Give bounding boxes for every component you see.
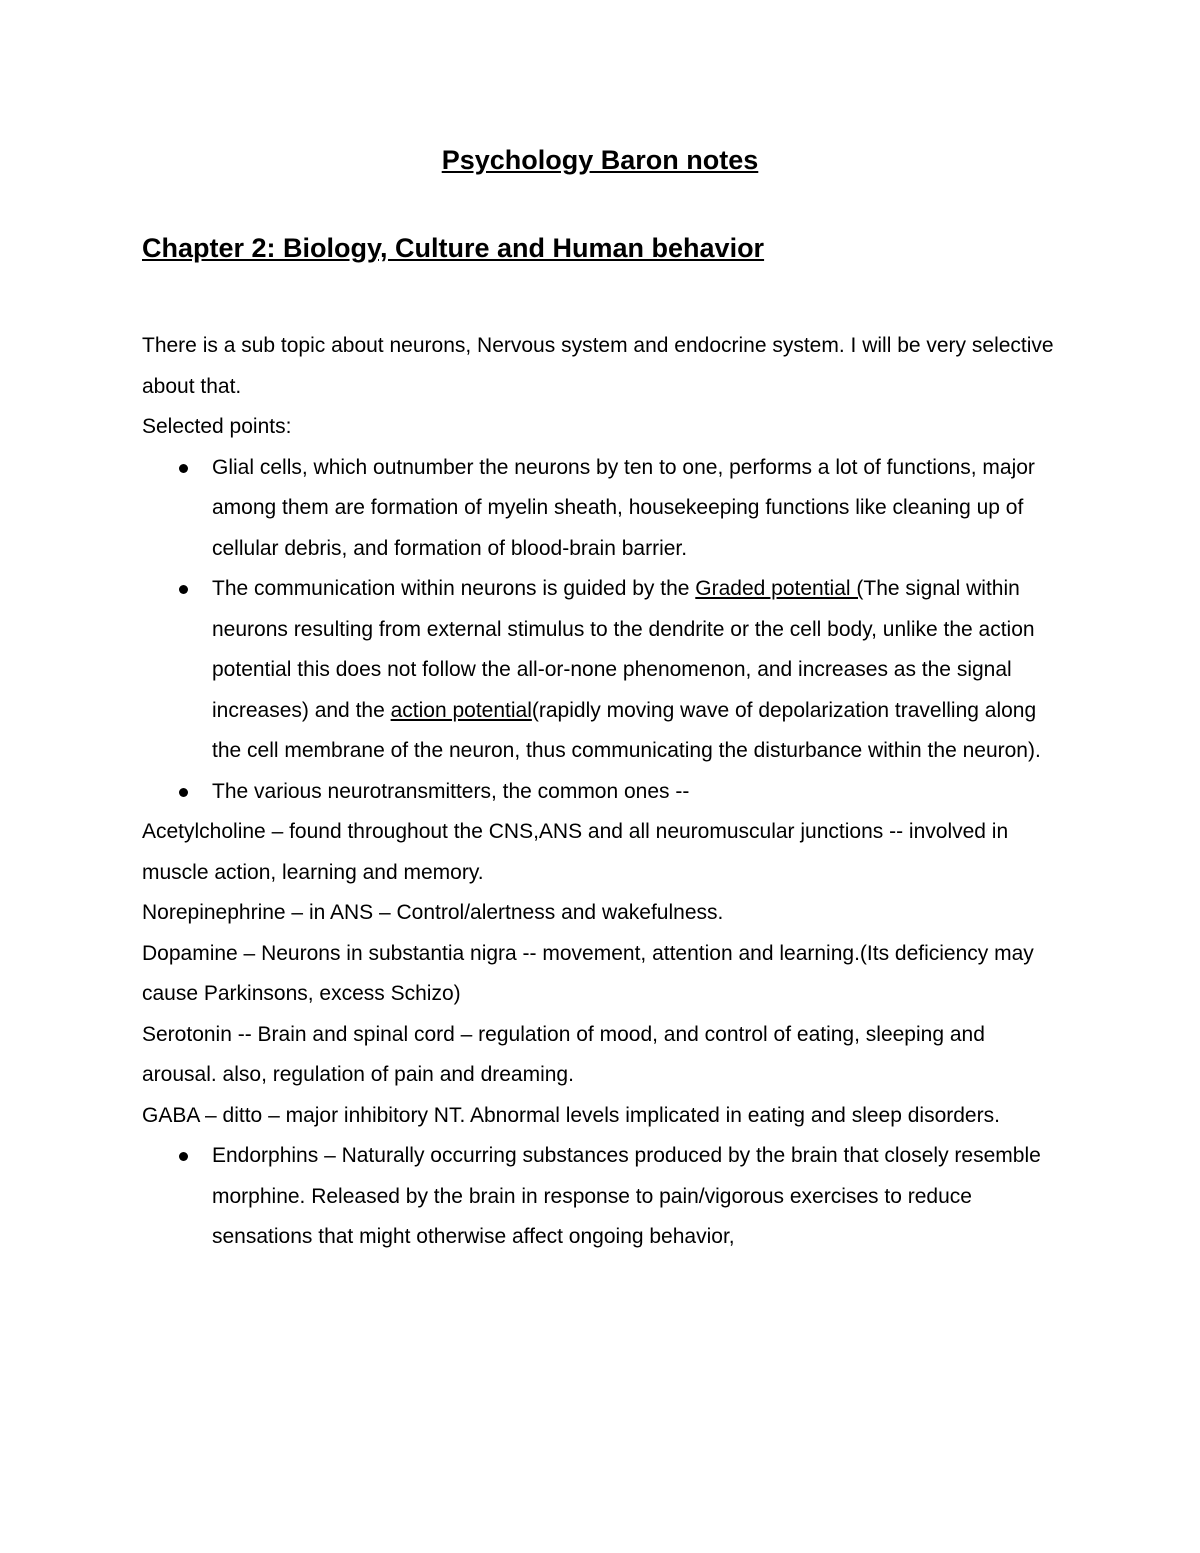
nt-dopamine: Dopamine – Neurons in substantia nigra -- movement, attention and learning.(Its deficiency may cause Parkinsons, excess Schizo) <box>142 941 1034 1005</box>
bullet-dot-icon <box>179 1152 188 1161</box>
bullet-neurotransmitters <box>142 772 1057 813</box>
bullet-neuron-communication <box>142 569 1057 772</box>
nt-gaba: GABA – ditto – major inhibitory NT. Abnormal levels implicated in eating and sleep disorders. <box>142 1103 1000 1127</box>
bullet-text: (rapidly moving wave of depolarization travelling along the cell membrane of the neuron, thus communicating the disturbance within the neuron). <box>212 698 1041 762</box>
document-title: Psychology Baron notes <box>441 145 759 175</box>
bullet-dot-icon <box>179 788 188 797</box>
bullet-dot-icon <box>179 464 188 473</box>
intro-paragraph: There is a sub topic about neurons, Nervous system and endocrine system. I will be very selective about that. <box>142 334 1054 398</box>
term-graded-potential: Graded potential ( <box>695 577 864 600</box>
nt-serotonin: Serotonin -- Brain and spinal cord – regulation of mood, and control of eating, sleeping and arousal. also, regulation of pain and dreaming. <box>142 1022 985 1086</box>
bullet-glial-cells <box>142 448 1057 570</box>
bullet-text: The signal within neurons resulting from external stimulus to the dendrite or the cell body, unlike the action potential this does not follow the all-or-none phenomenon, and increases as the signal increases) and the <box>212 577 1035 722</box>
bullet-text: The various neurotransmitters, the common ones -- <box>212 779 690 803</box>
bullet-dot-icon <box>179 585 188 594</box>
nt-norepinephrine: Norepinephrine – in ANS – Control/alertness and wakefulness. <box>142 901 724 924</box>
document-body <box>142 326 1057 1258</box>
bullet-text: Endorphins – Naturally occurring substances produced by the brain that closely resemble morphine. Released by the brain in response to pain/vigorous exercises to reduce sensations that might otherwise affect ongoing behavior, <box>212 1144 1041 1248</box>
nt-acetylcholine: Acetylcholine – found throughout the CNS,ANS and all neuromuscular junctions -- involved in muscle action, learning and memory. <box>142 820 1009 884</box>
selected-points-label: Selected points: <box>142 415 292 438</box>
chapter-heading: Chapter 2: Biology, Culture and Human behavior <box>142 233 765 263</box>
term-action-potential: action potential <box>390 698 532 722</box>
bullet-endorphins <box>142 1136 1057 1258</box>
bullet-text: Glial cells, which outnumber the neurons by ten to one, performs a lot of functions, major among them are formation of myelin sheath, housekeeping functions like cleaning up of cellular debris, and formation of blood-brain barrier. <box>212 455 1035 560</box>
bullet-text: The communication within neurons is guided by the <box>212 577 696 600</box>
